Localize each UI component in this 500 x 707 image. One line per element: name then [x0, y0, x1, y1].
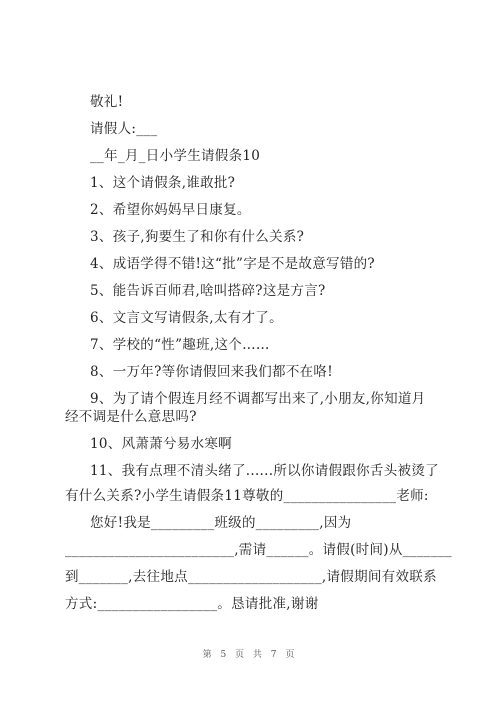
section-heading: __年_月_日小学生请假条10 — [90, 148, 261, 164]
list-item: 7、学校的“性”趣班,这个…… — [90, 337, 270, 353]
list-item: 6、文言文写请假条,太有才了。 — [90, 310, 283, 326]
letter-body-line: 到_______,去往地点___________________,请假期间有效联系 — [65, 569, 437, 585]
list-item-continued: 有什么关系?小学生请假条11尊敬的________________老师: — [65, 488, 429, 504]
letter-body-line: 您好!我是_________班级的_________,因为 — [90, 515, 352, 531]
closing-salute: 敬礼! — [90, 94, 124, 110]
list-item: 8、一万年?等你请假回来我们都不在咯! — [90, 364, 333, 380]
list-item: 5、能告诉百师君,啥叫搭碎?这是方言? — [90, 283, 326, 299]
list-item: 2、希望你妈妈早日康复。 — [90, 202, 251, 218]
list-item: 11、我有点理不清头绪了......所以你请假跟你舌头被烫了 — [90, 463, 439, 479]
list-item: 3、孩子,狗要生了和你有什么关系? — [90, 229, 305, 245]
letter-body-line: 方式:_________________。恳请批准,谢谢 — [65, 596, 319, 612]
list-item: 1、这个请假条,谁敢批? — [90, 175, 236, 191]
requester-line: 请假人:___ — [90, 121, 158, 137]
list-item-continued: 经不调是什么意思吗? — [65, 409, 197, 425]
list-item: 4、成语学得不错!这“批”字是不是故意写错的? — [90, 256, 375, 272]
letter-body-line: ________________________,需请______。请假(时间)从_______ — [65, 542, 452, 558]
page-number-footer: 第 5 页 共 7 页 — [202, 650, 298, 660]
list-item: 9、为了请个假连月经不调都写出来了,小朋友,你知道月 — [90, 391, 426, 407]
list-item: 10、风萧萧兮易水寒啊 — [90, 436, 232, 452]
